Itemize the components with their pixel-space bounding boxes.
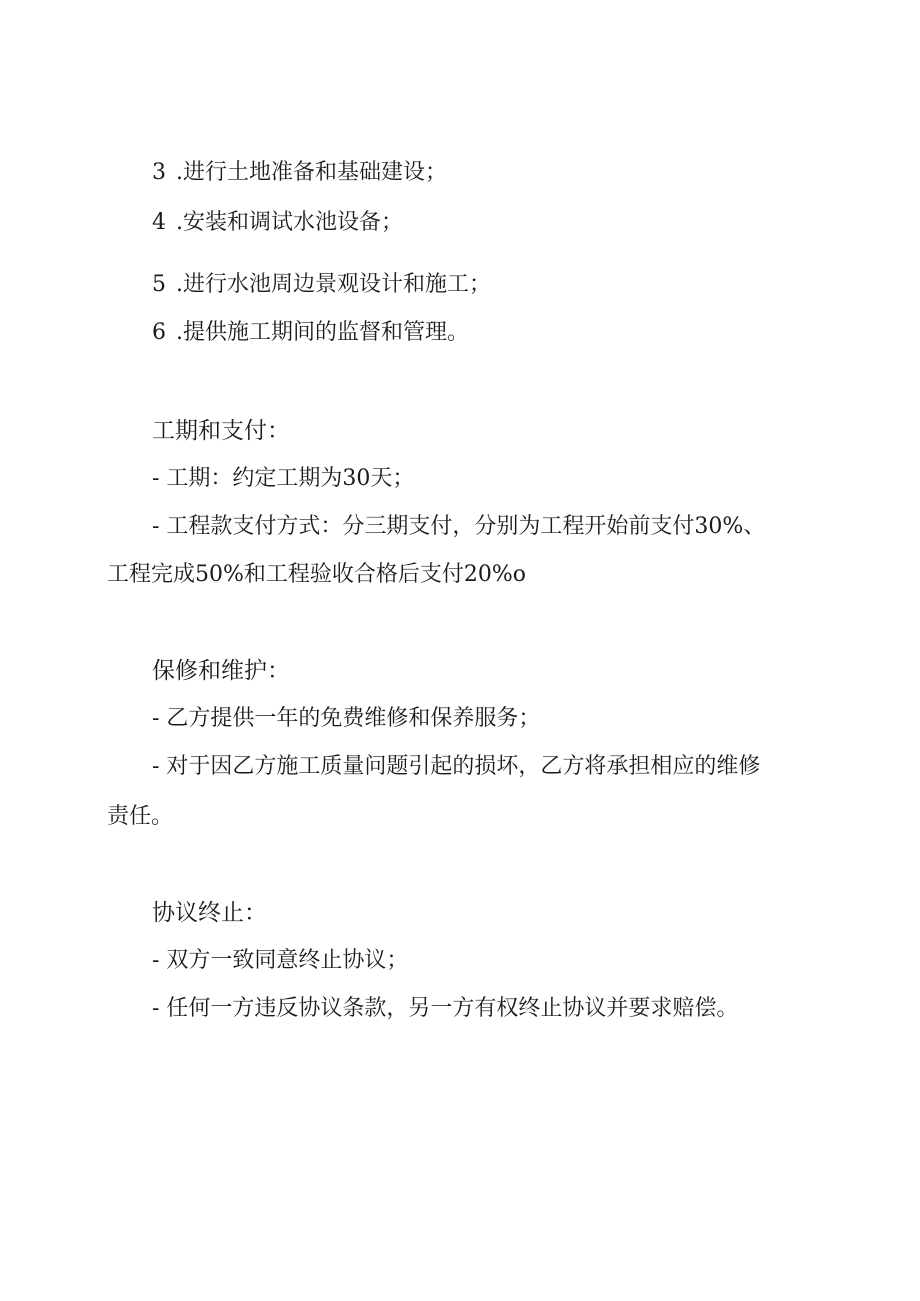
step-text: .提供施工期间的监督和管理。	[176, 320, 469, 345]
step-number: 3	[152, 160, 166, 185]
step-text: .安装和调试水池设备；	[176, 210, 403, 235]
termination-heading: 协议终止：	[152, 900, 267, 926]
warranty-heading: 保修和维护：	[152, 658, 290, 684]
step-5	[152, 270, 491, 300]
payment-item: - 工程款支付方式：分三期支付，分别为工程开始前支付30%、	[152, 514, 766, 539]
step-number: 5	[152, 272, 166, 297]
termination-item: - 任何一方违反协议条款，另一方有权终止协议并要求赔偿。	[152, 996, 739, 1021]
termination-item: - 双方一致同意终止协议；	[152, 948, 409, 973]
step-number: 4	[152, 210, 166, 235]
duration-item: - 工期：约定工期为30天；	[152, 466, 415, 491]
schedule-payment-heading: 工期和支付：	[152, 418, 290, 444]
warranty-item: - 对于因乙方施工质量问题引起的损坏，乙方将承担相应的维修	[152, 754, 761, 779]
step-3	[152, 158, 447, 188]
warranty-item: - 乙方提供一年的免费维修和保养服务；	[152, 706, 541, 731]
step-6	[152, 318, 469, 348]
step-number: 6	[152, 320, 166, 345]
step-text: .进行水池周边景观设计和施工；	[176, 272, 491, 297]
step-4	[152, 208, 403, 238]
step-text: .进行土地准备和基础建设；	[176, 160, 447, 185]
warranty-item-continued: 责任。	[107, 804, 174, 829]
payment-item-continued: 工程完成50%和工程验收合格后支付20%o	[107, 562, 527, 587]
